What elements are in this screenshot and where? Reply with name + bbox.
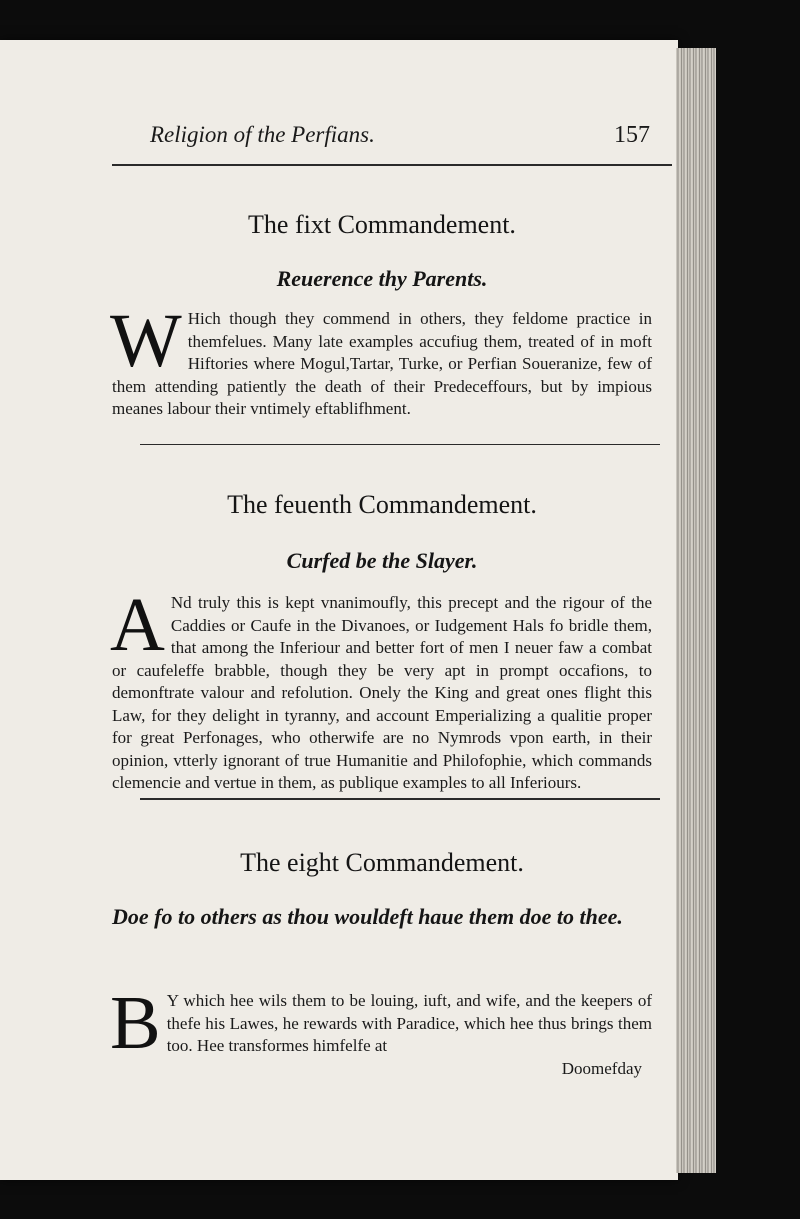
page-number: 157	[614, 122, 650, 148]
running-head-title: Religion of the Perfians.	[150, 122, 375, 147]
drop-cap-8: B	[110, 981, 161, 1065]
drop-cap-6: W	[110, 299, 182, 383]
catchword: Doomefday	[561, 1058, 642, 1078]
section-body-6	[110, 299, 652, 421]
book-page	[0, 40, 678, 1180]
section-heading-6: The fixt Commandement.	[248, 210, 516, 239]
section-divider-2	[140, 798, 660, 800]
paragraph-7: Nd truly this is kept vnanimoufly, this precept and the rigour of the Caddies or Caufe in the Divanoes, or Iudgement Hals fo bridle them, that among the Inferiour and better fort of men I neuer faw a combat or caufeleffe brabble, though they be very apt in prompt occafions, to demonftrate valour and refolution. Onely the King and great ones flight this Law, for they delight in tyranny, and account Emperializing a qualitie proper for great Perfonages, who otherwife are no Nymrods vpon earth, in their opinion, vtterly ignorant of true Humanitie and Philofophie, which commands clemencie and vertue in them, as publique examples to all Inferiours.	[112, 593, 652, 792]
section-subheading-8: Doe fo to others as thou wouldeft haue them doe to thee.	[112, 904, 623, 929]
paragraph-8: Y which hee wils them to be louing, iuft, and wife, and the keepers of thefe his Lawes, he rewards with Paradice, which hee thus brings them too. Hee transformes himfelfe at	[166, 991, 652, 1055]
page-edge	[676, 48, 716, 1173]
section-divider-1	[140, 444, 660, 445]
section-heading-8: The eight Commandement.	[240, 848, 524, 877]
section-body-8	[110, 981, 652, 1080]
drop-cap-7: A	[110, 583, 165, 667]
paragraph-6: Hich though they commend in others, they feldome practice in themfelues. Many late examples accufiug them, treated of in moft Hiftories where Mogul,Tartar, Turke, or Perfian Soueranize, few of them attending patiently the death of their Predeceffours, but by impious meanes labour their vntimely eftablifhment.	[112, 309, 652, 418]
running-head	[150, 122, 650, 149]
section-body-7	[110, 583, 652, 795]
header-rule	[112, 164, 672, 166]
section-subheading-7: Curfed be the Slayer.	[286, 548, 478, 573]
section-heading-7: The feuenth Commandement.	[227, 490, 537, 519]
section-subheading-6: Reuerence thy Parents.	[276, 266, 488, 291]
